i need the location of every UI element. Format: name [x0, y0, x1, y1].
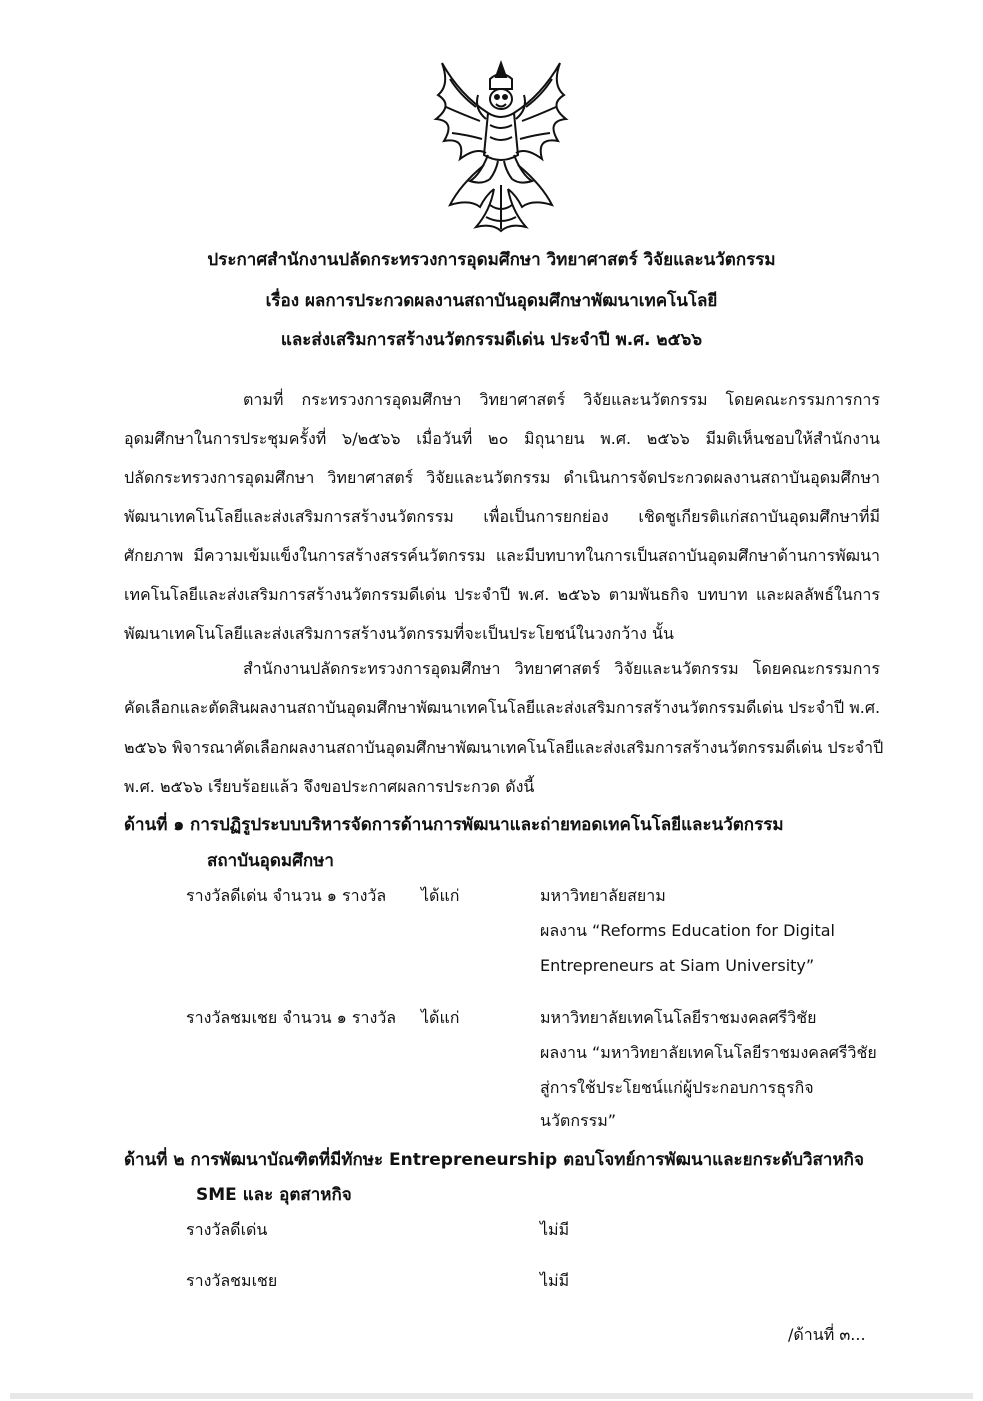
award-winner: ไม่มี	[540, 1220, 570, 1239]
paragraph-line: ศักยภาพ มีความเข้มแข็งในการสร้างสรรค์นวัตกรรม และมีบทบาทในการเป็นสถาบันอุดมศึกษาด้านการพัฒนา	[124, 546, 880, 565]
section-2-heading: ด้านที่ ๒ การพัฒนาบัณฑิตที่มีทักษะ Entrepreneurship ตอบโจทย์การพัฒนาและยกระดับวิสาหกิจ	[124, 1150, 864, 1170]
award-label: รางวัลดีเด่น	[186, 1220, 268, 1239]
award-work: ผลงาน “Reforms Education for Digital	[540, 921, 835, 940]
announcement-subject: เรื่อง ผลการประกวดผลงานสถาบันอุดมศึกษาพัฒนาเทคโนโลยี	[265, 291, 718, 311]
award-label: รางวัลชมเชย จำนวน ๑ รางวัล	[186, 1008, 397, 1027]
paragraph-line: พัฒนาเทคโนโลยีและส่งเสริมการสร้างนวัตกรรม เพื่อเป็นการยกย่อง เชิดชูเกียรติแก่สถาบันอุดมศึกษาที่มี	[124, 507, 880, 526]
award-label: รางวัลดีเด่น จำนวน ๑ รางวัล	[186, 886, 387, 905]
paragraph-line: คัดเลือกและตัดสินผลงานสถาบันอุดมศึกษาพัฒนาเทคโนโลยีและส่งเสริมการสร้างนวัตกรรมดีเด่น ประจำปี พ.ศ.	[124, 698, 881, 717]
paragraph-line: อุดมศึกษาในการประชุมครั้งที่ ๖/๒๕๖๖ เมื่อวันที่ ๒๐ มิถุนายน พ.ศ. ๒๕๖๖ มีมติเห็นชอบให้สำนักงาน	[124, 429, 880, 448]
award-work-cont: Entrepreneurs at Siam University”	[540, 956, 815, 975]
page-continuation: /ด้านที่ ๓...	[788, 1325, 866, 1344]
paragraph-line: สำนักงานปลัดกระทรวงการอุดมศึกษา วิทยาศาสตร์ วิจัยและนวัตกรรม โดยคณะกรรมการ	[243, 659, 880, 678]
paragraph-line: เทคโนโลยีและส่งเสริมการสร้างนวัตกรรมดีเด่น ประจำปี พ.ศ. ๒๕๖๖ ตามพันธกิจ บทบาท และผลลัพธ์ในการ	[124, 585, 880, 604]
paragraph-line: ตามที่ กระทรวงการอุดมศึกษา วิทยาศาสตร์ วิจัยและนวัตกรรม โดยคณะกรรมการการ	[243, 390, 880, 409]
section-2-heading-cont: SME และ อุตสาหกิจ	[196, 1185, 352, 1205]
paragraph-line: ๒๕๖๖ พิจารณาคัดเลือกผลงานสถาบันอุดมศึกษาพัฒนาเทคโนโลยีและส่งเสริมการสร้างนวัตกรรมดีเด่น ประจำปี	[124, 738, 884, 757]
award-winner: มหาวิทยาลัยสยาม	[540, 886, 666, 905]
garuda-emblem	[420, 55, 582, 235]
section-1-heading-cont: สถาบันอุดมศึกษา	[207, 851, 334, 871]
award-given-to: ได้แก่	[421, 1008, 460, 1027]
award-work: ผลงาน “มหาวิทยาลัยเทคโนโลยีราชมงคลศรีวิชัย	[540, 1043, 877, 1062]
announcement-subject-cont: และส่งเสริมการสร้างนวัตกรรมดีเด่น ประจำปี พ.ศ. ๒๕๖๖	[280, 330, 703, 350]
paragraph-line: พัฒนาเทคโนโลยีและส่งเสริมการสร้างนวัตกรรมที่จะเป็นประโยชน์ในวงกว้าง นั้น	[124, 624, 674, 643]
award-work-cont: นวัตกรรม”	[540, 1111, 617, 1130]
paragraph-line: ปลัดกระทรวงการอุดมศึกษา วิทยาศาสตร์ วิจัยและนวัตกรรม ดำเนินการจัดประกวดผลงานสถาบันอุดมศึกษา	[124, 468, 880, 487]
award-winner: มหาวิทยาลัยเทคโนโลยีราชมงคลศรีวิชัย	[540, 1008, 817, 1027]
award-work-cont: สู่การใช้ประโยชน์แก่ผู้ประกอบการธุรกิจ	[540, 1078, 814, 1097]
award-given-to: ได้แก่	[421, 886, 460, 905]
paragraph-line: พ.ศ. ๒๕๖๖ เรียบร้อยแล้ว จึงขอประกาศผลการประกวด ดังนี้	[124, 777, 535, 796]
award-winner: ไม่มี	[540, 1271, 570, 1290]
announcement-title: ประกาศสำนักงานปลัดกระทรวงการอุดมศึกษา วิทยาศาสตร์ วิจัยและนวัตกรรม	[207, 250, 776, 270]
section-1-heading: ด้านที่ ๑ การปฏิรูประบบบริหารจัดการด้านการพัฒนาและถ่ายทอดเทคโนโลยีและนวัตกรรม	[124, 815, 784, 835]
page-bottom-edge	[10, 1393, 973, 1399]
award-label: รางวัลชมเชย	[186, 1271, 278, 1290]
